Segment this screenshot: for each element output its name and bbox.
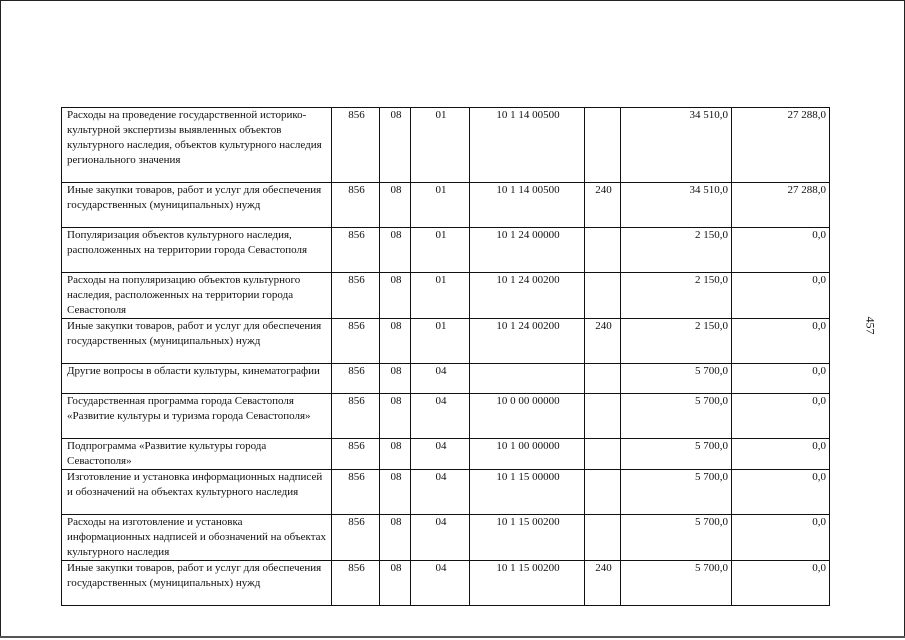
row-glava: 856 [332,515,380,561]
row-razdel: 08 [380,394,411,439]
row-sum-2: 0,0 [732,561,830,606]
row-target-article: 10 1 15 00200 [470,561,585,606]
row-sum-1: 5 700,0 [621,364,732,394]
row-name: Другие вопросы в области культуры, кинематографии [62,364,332,394]
row-podrazdel: 04 [411,470,470,515]
row-razdel: 08 [380,364,411,394]
table-row [62,319,830,364]
row-podrazdel: 01 [411,183,470,228]
row-sum-1: 5 700,0 [621,439,732,470]
row-name: Иные закупки товаров, работ и услуг для обеспечения государственных (муниципальных) нужд [62,561,332,606]
row-podrazdel: 04 [411,561,470,606]
row-name: Государственная программа города Севастополя «Развитие культуры и туризма города Севастополя» [62,394,332,439]
row-sum-2: 0,0 [732,228,830,273]
row-podrazdel: 04 [411,515,470,561]
row-sum-2: 0,0 [732,319,830,364]
row-sum-2: 0,0 [732,515,830,561]
row-expense-type [585,108,621,183]
table-row [62,470,830,515]
row-glava: 856 [332,394,380,439]
table-row [62,273,830,319]
row-target-article: 10 1 24 00200 [470,273,585,319]
row-razdel: 08 [380,439,411,470]
table-row [62,228,830,273]
row-sum-1: 2 150,0 [621,319,732,364]
table-row [62,561,830,606]
row-sum-1: 34 510,0 [621,108,732,183]
row-razdel: 08 [380,228,411,273]
row-glava: 856 [332,561,380,606]
row-name: Расходы на изготовление и установка информационных надписей и обозначений на объектах культурного наследия [62,515,332,561]
table-row [62,515,830,561]
row-sum-2: 27 288,0 [732,183,830,228]
row-podrazdel: 01 [411,273,470,319]
row-glava: 856 [332,108,380,183]
row-razdel: 08 [380,183,411,228]
row-name: Подпрограмма «Развитие культуры города Севастополя» [62,439,332,470]
row-name: Расходы на проведение государственной историко-культурной экспертизы выявленных объектов культурного наследия, объектов культурного наследия регионального значения [62,108,332,183]
table-row [62,394,830,439]
table-row [62,183,830,228]
row-glava: 856 [332,319,380,364]
page-number: 457 [863,316,878,335]
row-sum-1: 2 150,0 [621,228,732,273]
page-bottom-edge [0,636,905,638]
row-sum-2: 0,0 [732,273,830,319]
row-sum-2: 0,0 [732,439,830,470]
row-expense-type [585,439,621,470]
row-target-article: 10 1 15 00200 [470,515,585,561]
row-expense-type [585,273,621,319]
row-sum-2: 0,0 [732,470,830,515]
row-glava: 856 [332,364,380,394]
row-expense-type [585,515,621,561]
row-podrazdel: 04 [411,439,470,470]
row-expense-type: 240 [585,319,621,364]
table-row [62,439,830,470]
row-sum-1: 2 150,0 [621,273,732,319]
row-target-article: 10 1 00 00000 [470,439,585,470]
row-razdel: 08 [380,319,411,364]
row-razdel: 08 [380,108,411,183]
row-podrazdel: 04 [411,364,470,394]
row-name: Иные закупки товаров, работ и услуг для обеспечения государственных (муниципальных) нужд [62,319,332,364]
row-glava: 856 [332,183,380,228]
row-podrazdel: 01 [411,108,470,183]
row-target-article: 10 1 14 00500 [470,108,585,183]
row-name: Расходы на популяризацию объектов культурного наследия, расположенных на территории города Севастополя [62,273,332,319]
row-sum-2: 0,0 [732,364,830,394]
row-target-article: 10 0 00 00000 [470,394,585,439]
row-target-article: 10 1 24 00000 [470,228,585,273]
row-sum-1: 34 510,0 [621,183,732,228]
row-glava: 856 [332,439,380,470]
row-sum-1: 5 700,0 [621,515,732,561]
row-podrazdel: 01 [411,319,470,364]
row-razdel: 08 [380,273,411,319]
row-podrazdel: 04 [411,394,470,439]
row-expense-type: 240 [585,183,621,228]
row-expense-type [585,470,621,515]
row-razdel: 08 [380,470,411,515]
row-target-article: 10 1 14 00500 [470,183,585,228]
table-row [62,364,830,394]
row-sum-1: 5 700,0 [621,394,732,439]
row-razdel: 08 [380,515,411,561]
row-razdel: 08 [380,561,411,606]
row-name: Популяризация объектов культурного наследия, расположенных на территории города Севастополя [62,228,332,273]
budget-table [61,107,830,606]
row-glava: 856 [332,273,380,319]
row-glava: 856 [332,228,380,273]
row-target-article [470,364,585,394]
row-expense-type [585,228,621,273]
row-name: Изготовление и установка информационных надписей и обозначений на объектах культурного наследия [62,470,332,515]
row-target-article: 10 1 15 00000 [470,470,585,515]
row-podrazdel: 01 [411,228,470,273]
row-sum-2: 0,0 [732,394,830,439]
row-target-article: 10 1 24 00200 [470,319,585,364]
row-sum-2: 27 288,0 [732,108,830,183]
row-name: Иные закупки товаров, работ и услуг для обеспечения государственных (муниципальных) нужд [62,183,332,228]
row-expense-type [585,394,621,439]
row-glava: 856 [332,470,380,515]
table-row [62,108,830,183]
row-expense-type: 240 [585,561,621,606]
row-expense-type [585,364,621,394]
row-sum-1: 5 700,0 [621,561,732,606]
row-sum-1: 5 700,0 [621,470,732,515]
